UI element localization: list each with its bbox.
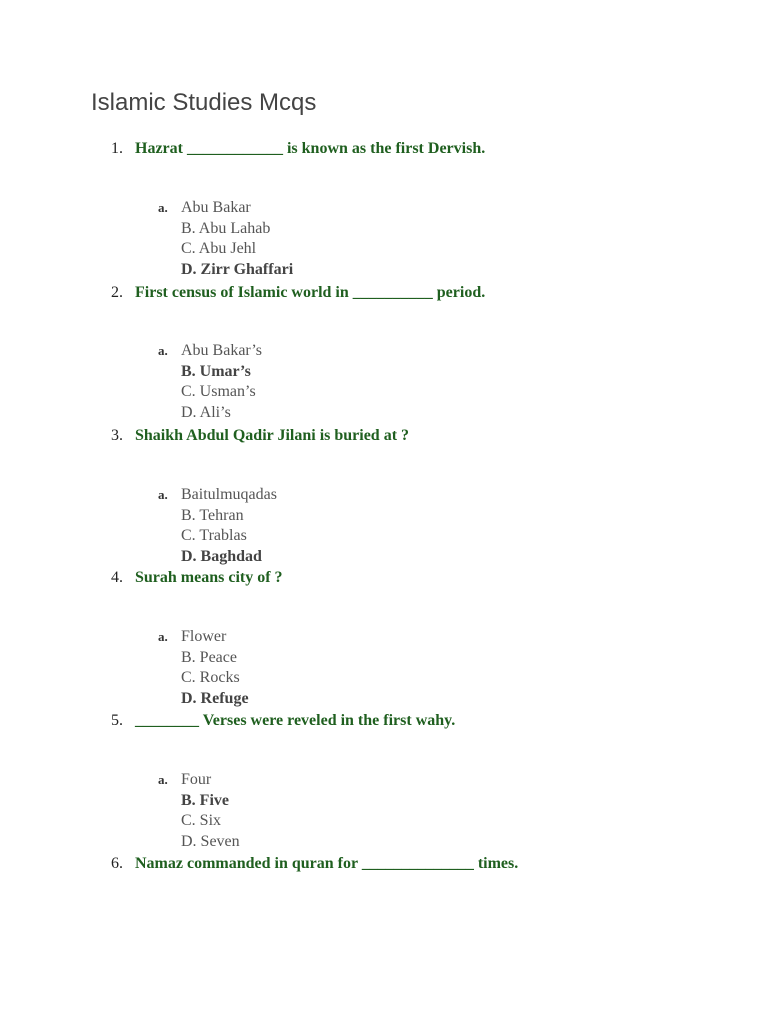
- option-letter: a.: [158, 629, 168, 644]
- option-letter: a.: [158, 487, 168, 502]
- question-2: [111, 283, 485, 303]
- answer-option-correct: [158, 689, 249, 710]
- answer-option: [158, 526, 277, 547]
- question-text: Hazrat ____________ is known as the first Dervish.: [135, 140, 486, 157]
- option-letter: a.: [158, 200, 168, 215]
- question-6: [111, 854, 518, 874]
- option-label: B. Umar’s: [181, 362, 251, 380]
- options-list-1: [158, 198, 293, 281]
- option-label: D. Zirr Ghaffari: [181, 261, 294, 279]
- question-text: Namaz commanded in quran for ______________ times.: [135, 855, 519, 872]
- question-4: [111, 568, 283, 588]
- question-text: ________ Verses were reveled in the first wahy.: [135, 712, 456, 729]
- question-number: 6.: [111, 855, 123, 872]
- option-label: D. Seven: [181, 833, 240, 851]
- answer-option: [158, 627, 249, 648]
- option-label: Baitulmuqadas: [181, 486, 277, 503]
- question-number: 3.: [111, 427, 123, 444]
- option-label: C. Six: [181, 812, 222, 830]
- answer-option: [158, 239, 293, 260]
- question-text: First census of Islamic world in __________ period.: [135, 284, 486, 301]
- page-title: Islamic Studies Mcqs: [91, 89, 317, 116]
- option-label: D. Ali’s: [181, 404, 231, 422]
- answer-option: [158, 648, 249, 669]
- option-label: C. Trablas: [181, 527, 247, 545]
- answer-option-correct: [158, 547, 277, 568]
- question-text: Shaikh Abdul Qadir Jilani is buried at ?: [135, 427, 410, 444]
- option-letter: a.: [158, 343, 168, 358]
- options-list-2: [158, 341, 262, 424]
- option-label: Four: [181, 771, 212, 788]
- answer-option: [158, 341, 262, 362]
- option-label: B. Tehran: [181, 506, 244, 524]
- answer-option: [158, 382, 262, 403]
- option-letter: a.: [158, 772, 168, 787]
- question-number: 5.: [111, 712, 123, 729]
- option-label: D. Baghdad: [181, 548, 262, 566]
- options-list-5: [158, 770, 240, 853]
- question-number: 1.: [111, 140, 123, 157]
- question-text: Surah means city of ?: [135, 569, 283, 586]
- answer-option: [158, 198, 293, 219]
- answer-option-correct: [158, 362, 262, 383]
- answer-option: [158, 811, 240, 832]
- answer-option: [158, 832, 240, 853]
- option-label: B. Peace: [181, 648, 237, 666]
- question-5: [111, 711, 455, 731]
- answer-option-correct: [158, 260, 293, 281]
- option-label: C. Usman’s: [181, 383, 256, 401]
- options-list-4: [158, 627, 249, 710]
- answer-option: [158, 770, 240, 791]
- option-label: Abu Bakar: [181, 199, 251, 216]
- question-number: 2.: [111, 284, 123, 301]
- answer-option: [158, 506, 277, 527]
- options-list-3: [158, 485, 277, 568]
- answer-option: [158, 403, 262, 424]
- option-label: C. Abu Jehl: [181, 240, 257, 258]
- answer-option: [158, 219, 293, 240]
- option-label: B. Five: [181, 791, 229, 809]
- option-label: C. Rocks: [181, 669, 240, 687]
- option-label: D. Refuge: [181, 690, 249, 708]
- question-3: [111, 426, 409, 446]
- answer-option: [158, 485, 277, 506]
- option-label: B. Abu Lahab: [181, 219, 271, 237]
- answer-option: [158, 668, 249, 689]
- question-1: [111, 139, 485, 159]
- option-label: Abu Bakar’s: [181, 342, 263, 359]
- option-label: Flower: [181, 628, 227, 645]
- answer-option-correct: [158, 791, 240, 812]
- question-number: 4.: [111, 569, 123, 586]
